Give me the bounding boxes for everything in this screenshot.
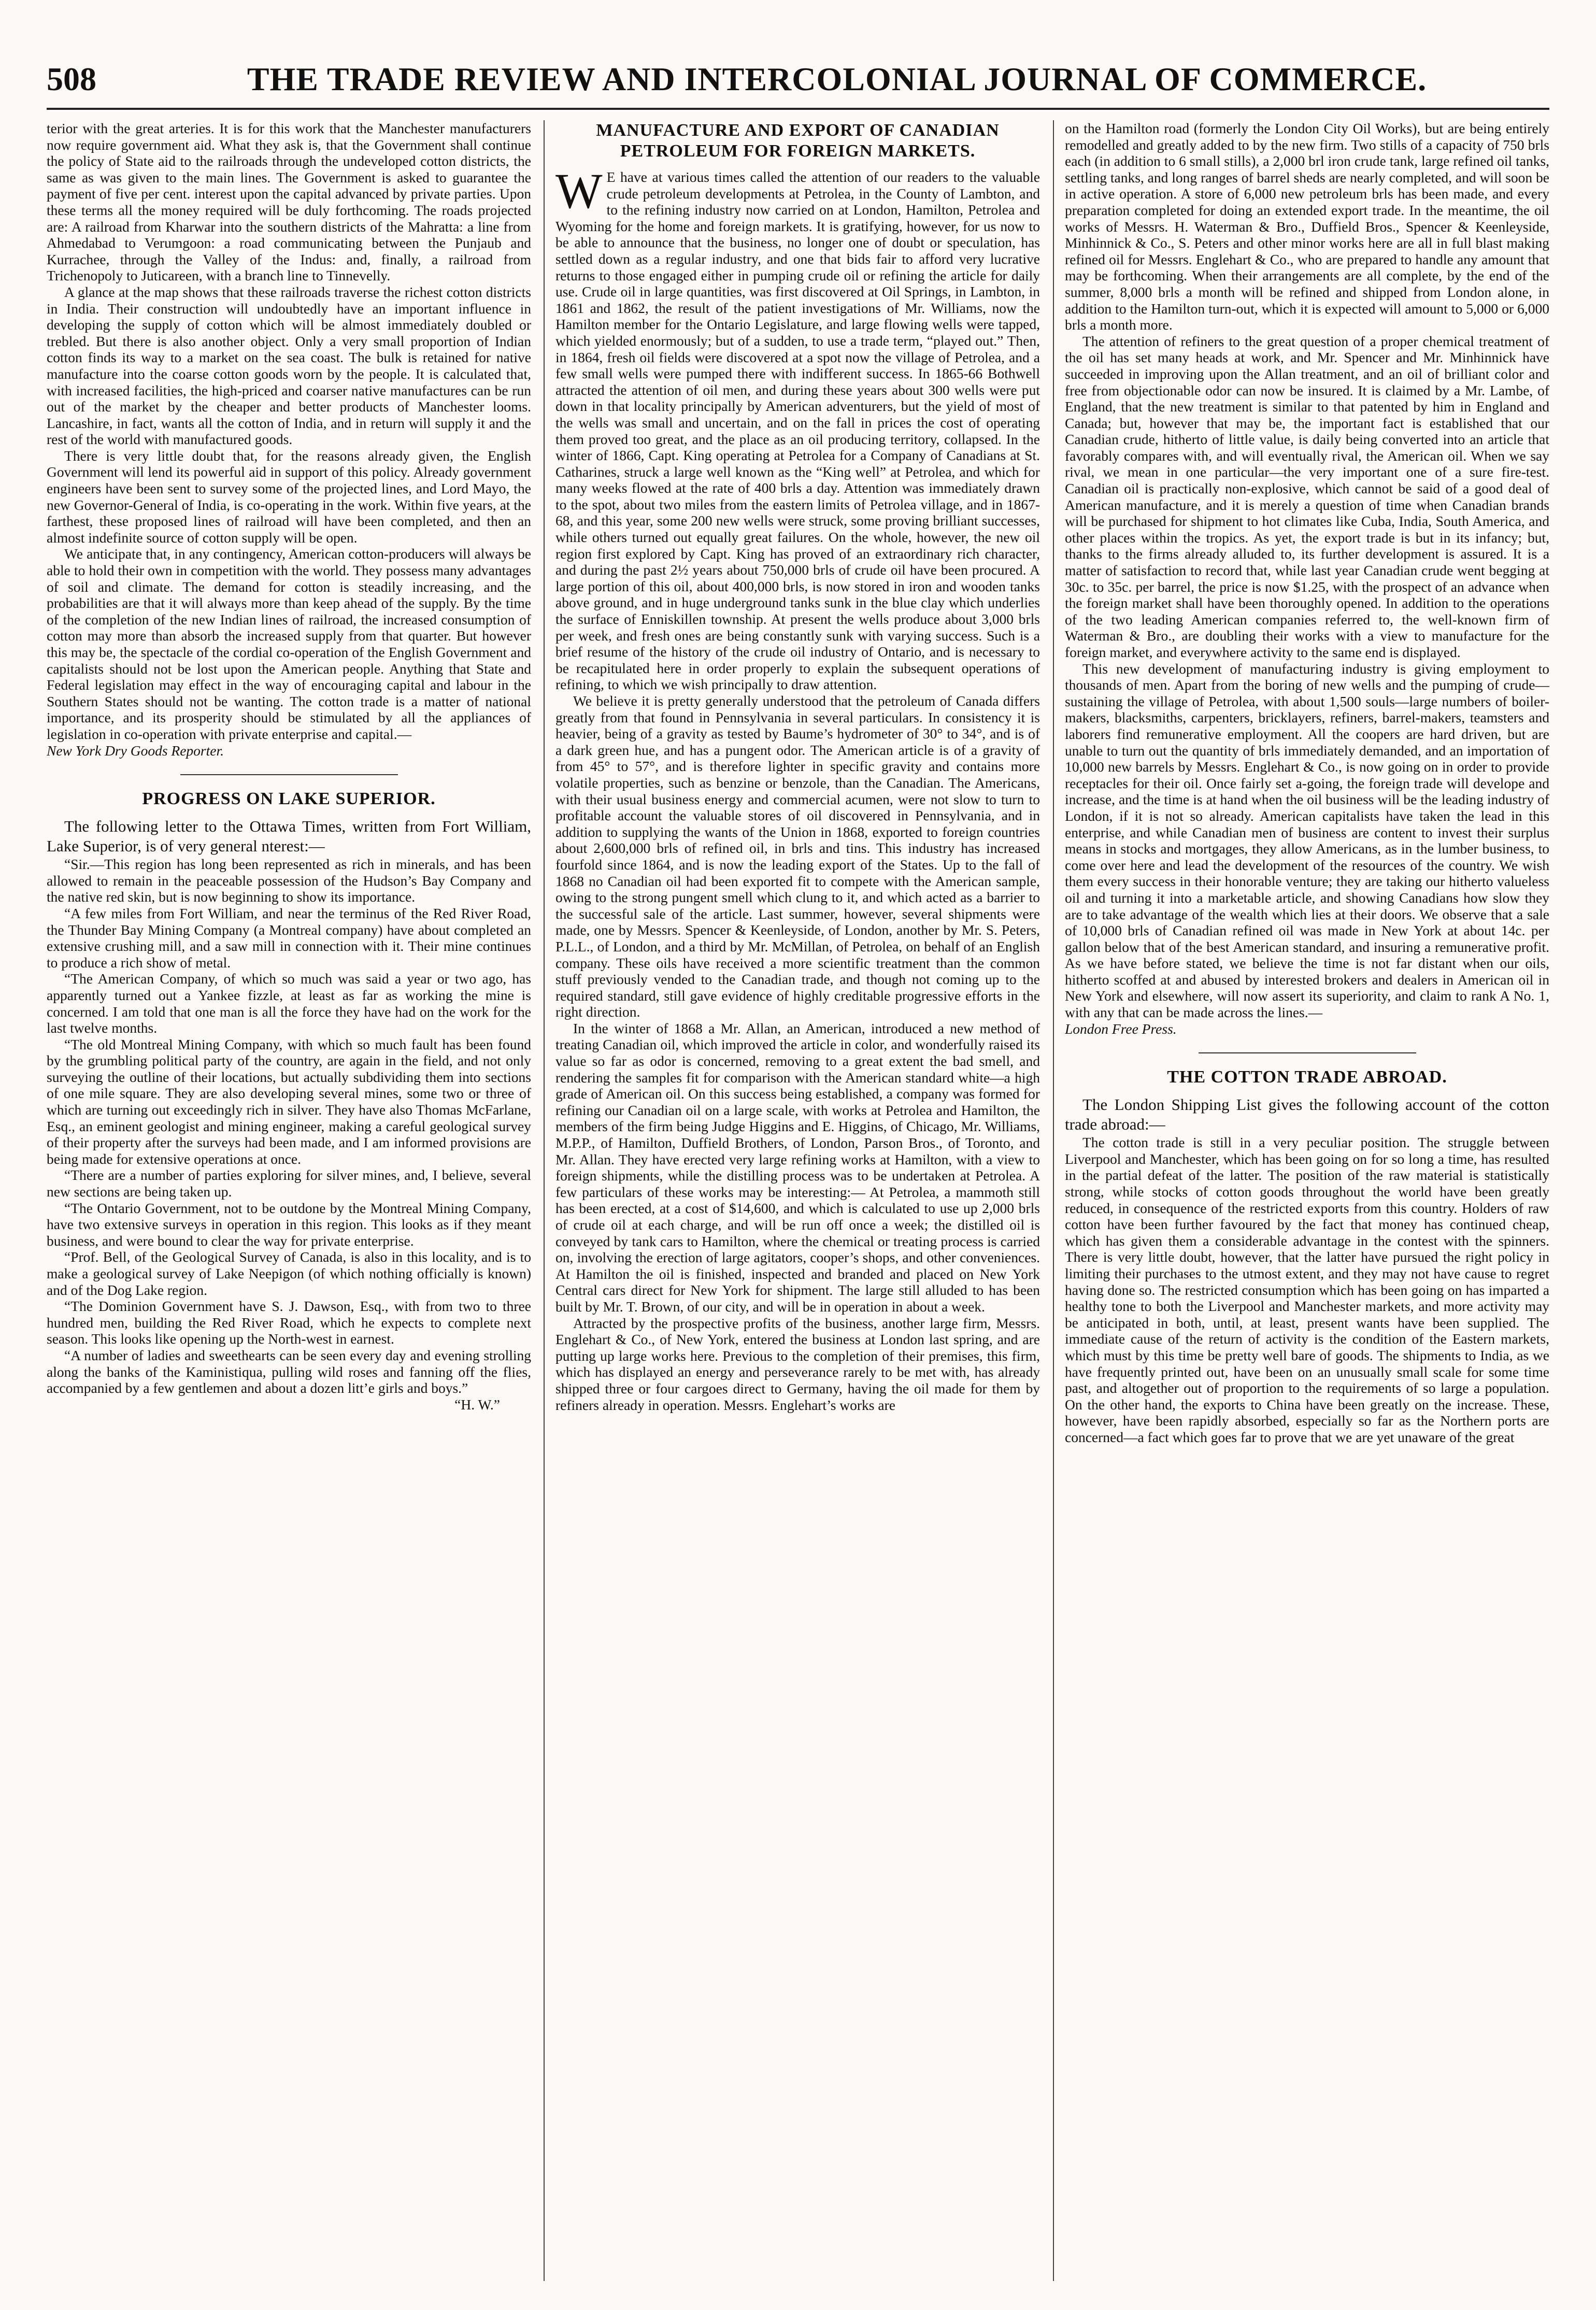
paragraph: “The Dominion Government have S. J. Dawson, Esq., with from two to three hundred men, building the Red River Road, which he expects to complete next season. This looks like opening up the North-west in earnest. xyxy=(47,1298,531,1347)
paragraph: In the winter of 1868 a Mr. Allan, an American, introduced a new method of treating Canadian oil, which improved the article in color, and wonderfully raised its value so far as odor is concerned, removing to a great extent the bad smell, and rendering the samples fit for comparison with the American standard white—a high grade of American oil. On this success being established, a company was formed for refining our Canadian oil on a large scale, with works at Petrolea and Hamilton, the members of the firm being Judge Higgins and E. Higgins, of Chicago, Mr. Williams, M.P.P., of Hamilton, Duffield Brothers, of London, Parson Bros., of Toronto, and Mr. Allan. They have erected very large refining works at Hamilton, with a view to foreign shipments, while the distilling process was to be undertaken at Petrolea. A few particulars of these works may be interesting:— At Petrolea, a mammoth still has been erected, at a cost of $14,600, and which is calculated to use up 2,000 brls of crude oil at each charge, and will be run off once a week; the distilled oil is conveyed by tank cars to Hamilton, where the chemical or treating process is carried on, involving the erection of large agitators, cooper’s shops, and other conveniences. At Hamilton the oil is finished, inspected and branded and placed on New York Central cars direct for New York for shipment. The large still alluded to has been built by Mr. T. Brown, of our city, and will be in operation in about a week. xyxy=(555,1020,1040,1315)
cotton-article-continuation xyxy=(47,120,531,759)
paragraph: “There are a number of parties exploring for silver mines, and, I believe, several new sections are being taken up. xyxy=(47,1167,531,1200)
running-title: THE TRADE REVIEW AND INTERCOLONIAL JOURNAL OF COMMERCE. xyxy=(247,61,1427,97)
cotton-trade-abroad-article xyxy=(1065,1067,1549,1445)
column-divider xyxy=(544,120,545,2281)
article-intro: The following letter to the Ottawa Times, written from Fort William, Lake Superior, is of very general nterest:— xyxy=(47,817,531,855)
paragraph: This new development of manufacturing industry is giving employment to thousands of men. Apart from the boring of new wells and the pumping of crude—sustaining the village of Petrolea, with about 1,500 souls—large numbers of boiler-makers, blacksmiths, carpenters, bricklayers, refiners, barrel-makers, teamsters and laborers find remunerative employment. All the coopers are hard driven, but are unable to turn out the quantity of brls immediately demanded, and an importation of 10,000 new barrels by Messrs. Englehart & Co., is now going on in order to provide receptacles for their oil. Once fairly set a-going, the foreign trade will develope and increase, and the time is at hand when the oil business will be the leading industry of London, if it is not so already. American capitalists have taken the lead in this enterprise, and while Canadian men of business are content to invest their surplus means in stocks and mortgages, they allow Americans, as in the lumber business, to come over here and lead the development of the resources of the country. We wish them every success in their honorable venture; they are taking our hitherto valueless oil and turning it into a marketable article, and showing Canadians how slow they are to take advantage of the wealth which lies at their doors. We observe that a sale of 10,000 brls of Canadian refined oil was made in New York at about 14c. per gallon below that of the best American standard, and insuring a remunerative profit. As we have before stated, we believe the time is not far distant when our oils, hitherto scoffed at and abused by interested brokers and dealers in American oil in New York and elsewhere, will now assert its superiority, and claim to rank A No. 1, with any that can be made across the lines.— xyxy=(1065,660,1549,1021)
article-title: PROGRESS ON LAKE SUPERIOR. xyxy=(142,789,436,809)
paragraph: “The old Montreal Mining Company, with which so much fault has been found by the grumbling political party of the country, are again in the field, and not only surveying the outline of their locations, but actually subdividing them into sections of one mile square. They are also developing several mines, some two or three of which are turning out exceedingly rich in silver. They have also Thomas McFarlane, Esq., an eminent geologist and mining engineer, making a careful geological survey of their property after the surveys had been made, and I am informed provisions are being made for extensive operations at once. xyxy=(47,1036,531,1167)
section-divider xyxy=(1199,1052,1416,1053)
paragraph: A glance at the map shows that these railroads traverse the richest cotton districts in India. Their construction will undoubtedly have an important influence in developing the supply of cotton which will be almost immediately doubled or trebled. But there is also another object. Only a very small proportion of Indian cotton finds its way to a market on the sea coast. The bulk is retained for native manufacture into the coarse cotton goods worn by the people. It is calculated that, with increased facilities, the high-priced and coarser native manufactures can be run out of the market by the cheaper and better products of Manchester looms. Lancashire, in fact, wants all the cotton of India, and in return will supply it and the rest of the world with manufactured goods. xyxy=(47,283,531,448)
paragraph-text: E have at various times called the attention of our readers to the valuable crude petroleum developments at Petrolea, in the County of Lambton, and to the refining industry now carried on at London, Hamilton, Petrolea and Wyoming for the home and foreign markets. It is gratifying, however, for us now to be able to announce that the business, no longer one of doubt or speculation, has settled down as a regular industry, and one that bids fair to afford very lucrative returns to those engaged either in pumping crude oil or refining the article for daily use. Crude oil in large quantities, was first discovered at Oil Springs, in Lambton, in 1861 and 1862, the result of the patient investigations of Mr. Williams, now the Hamilton member for the Ontario Legislature, and large flowing wells were tapped, which yielded enormously; but of a sudden, to use a trade term, “played out.” Then, in 1864, fresh oil fields were discovered at a spot now the village of Petrolea, and a few small wells were pumped there with indifferent success. In 1865-66 Bothwell attracted the attention of oil men, and during these years about 300 wells were put down in that locality principally by American adventurers, but the yield of most of the wells was small and uncertain, and on the fall in prices the cost of operating them proved too great, and the place as an oil producing territory, collapsed. In the winter of 1866, Capt. King operating at Petrolea for a Company of Canadians at St. Catharines, struck a large well known as the “King well” at Petrolea, and which for many weeks flowed at the rate of 400 brls a day. Attention was immediately drawn to the spot, about two miles from the eastern limits of Petrolea village, and in 1867-68, and this year, some 200 new wells were struck, some proving brilliant successes, while others turned out equally great failures. On the whole, however, the new oil region first explored by Capt. King has proved of an extraordinary rich character, and during the past 2½ years about 750,000 brls of crude oil have been procured. A large portion of this oil, about 400,000 brls, is now stored in iron and wooden tanks above ground, and in huge underground tanks sunk in the blue clay which underlies the surface of Enniskillen township. At present the wells produce about 3,000 brls per week, and fresh ones are being constantly sunk with varying success. Such is a brief resume of the history of the crude oil industry of Ontario, and is necessary to be recapitulated here in order properly to explain the subsequent operations of refining, to which we wish principally to draw attention. xyxy=(555,169,1040,693)
petroleum-article-continuation xyxy=(1065,120,1549,1037)
column-2 xyxy=(555,120,1040,2281)
article-source: London Free Press. xyxy=(1065,1020,1177,1037)
column-divider xyxy=(1053,120,1054,2281)
column-3 xyxy=(1065,120,1549,2281)
article-intro: The London Shipping List gives the following account of the cotton trade abroad:— xyxy=(1065,1095,1549,1134)
paragraph: “The American Company, of which so much was said a year or two ago, has apparently turned out a Yankee fizzle, at least as far as working the mine is concerned. I am told that one man is all the force they have had on the work for the last twelve months. xyxy=(47,971,531,1036)
article-source: New York Dry Goods Reporter. xyxy=(47,742,224,759)
paragraph xyxy=(555,163,1040,693)
paragraph: The cotton trade is still in a very peculiar position. The struggle between Liverpool and Manchester, which has been going on for so long a time, has resulted in the partial defeat of the latter. The position of the raw material is statistically strong, while stocks of cotton goods throughout the world have been greatly reduced, in consequence of the restricted exports from this country. Holders of raw cotton have been further favoured by the fact that money has continued cheap, which has given them a considerable advantage in the contest with the spinners. There is very little doubt, however, that the latter have pursued the right policy in limiting their purchases to the utmost extent, and they may not have cause to regret having done so. The restricted consumption which has been going on has imparted a healthy tone to both the Liverpool and Manchester markets, and more activity may be anticipated in both, until, at least, present wants have been supplied. The immediate cause of the return of activity is the condition of the Eastern markets, which must by this time be pretty well bare of goods. The shipments to India, as we have frequently printed out, have been on an unusually small scale for some time past, and altogether out of proportion to the requirements of so large a population. On the other hand, the exports to China have been greatly on the increase. These, however, have been rapidly absorbed, especially so far as the Northern ports are concerned—a fact which goes far to prove that we are yet unaware of the great xyxy=(1065,1134,1549,1445)
lake-superior-article xyxy=(47,789,531,1413)
paragraph: “A few miles from Fort William, and near the terminus of the Red River Road, the Thunder Bay Mining Company (a Montreal company) have about completed an extensive crushing mill, and a saw mill in connection with it. Their mine continues to produce a rich show of metal. xyxy=(47,905,531,971)
column-1 xyxy=(47,120,531,2281)
paragraph: “The Ontario Government, not to be outdone by the Montreal Mining Company, have two extensive surveys in operation in this region. This looks as if they meant business, and were bound to clear the way for private enterprise. xyxy=(47,1200,531,1249)
paragraph: “Sir.—This region has long been represented as rich in minerals, and has been allowed to remain in the peaceable possession of the Hudson’s Bay Company and the native red skin, but is now beginning to show its importance. xyxy=(47,856,531,905)
paragraph: on the Hamilton road (formerly the London City Oil Works), but are being entirely remodelled and greatly added to by the new firm. Two stills of a capacity of 750 brls each (in addition to 6 small stills), a 2,000 brl iron crude tank, large refined oil tanks, settling tanks, and long ranges of barrel sheds are nearly completed, and will soon be in active operation. A store of 6,000 new petroleum brls has been made, and every preparation completed for doing an extended export trade. In the meantime, the oil works of Messrs. H. Waterman & Bro., Duffield Bros., Spencer & Keenleyside, Minhinnick & Co., S. Peters and other minor works here are all in full blast making refined oil for Messrs. Englehart & Co., who are prepared to handle any amount that may be forthcoming. When their arrangements are all complete, by the end of the summer, 8,000 brls a month will be refined and shipped from London alone, in addition to the Hamilton turn-out, which it is expected will amount to 5,000 or 6,000 brls a month more. xyxy=(1065,120,1549,333)
paragraph: terior with the great arteries. It is for this work that the Manchester manufacturers now require government aid. What they ask is, that the Government shall continue the policy of State aid to the railroads through the undeveloped cotton districts, the same as was given to the main lines. The Government is asked to guarantee the payment of five per cent. interest upon the capital advanced by private parties. Upon these terms all the money required will be duly forthcoming. The roads projected are: A railroad from Kharwar into the southern districts of the Mahratta: a line from Ahmedabad to Verumgoon: a road communicating between the Punjaub and Kurrachee, through the Valley of the Indus: and, finally, a railroad from Trichenopoly to Juticareen, with a branch line to Tinnevelly. xyxy=(47,120,531,284)
page-number: 508 xyxy=(47,61,96,97)
paragraph: “Prof. Bell, of the Geological Survey of Canada, is also in this locality, and is to make a geological survey of Lake Neepigon (of which nothing officially is known) and of the Dog Lake region. xyxy=(47,1249,531,1298)
paragraph: Attracted by the prospective profits of the business, another large firm, Messrs. Englehart & Co., of New York, entered the business at London last spring, and are putting up large works here. Previous to the completion of their premises, this firm, which has displayed an energy and perseverance rarely to be met with, has already shipped three or four cargoes direct to Germany, having the oil made for them by refiners already in operation. Messrs. Englehart’s works are xyxy=(555,1315,1040,1413)
paragraph: The attention of refiners to the great question of a proper chemical treatment of the oil has set many heads at work, and Mr. Spencer and Mr. Minhinnick have succeeded in improving upon the Allan treatment, and an oil of brilliant color and free from objectionable odor can now be insured. It is claimed by a Mr. Lambe, of England, that the new treatment is similar to that patented by him in England and Canada; but, however that may be, the important fact is established that our Canadian crude, hitherto of little value, is daily being converted into an article that favorably compares with, and will eventually rival, the American oil. When we say rival, we mean in one particular—the very important one of a sure fire-test. Canadian oil is practically non-explosive, which cannot be said of a good deal of American manufacture, and it is merely a question of time when Canadian brands will be purchased for shipment to hot climates like Cuba, India, South America, and other places within the tropics. As yet, the export trade is but in its infancy; but, thanks to the firms already alluded to, its further development is assured. It is a matter of satisfaction to record that, while last year Canadian crude went begging at 30c. to 35c. per barrel, the price is now $1.25, with the prospect of an advance when the foreign market shall have been thoroughly opened. In addition to the operations of the two leading American companies referred to, the well-known firm of Waterman & Bro., are doubling their works with a view to manufacture for the foreign market, and everywhere activity to the same end is displayed. xyxy=(1065,333,1549,660)
petroleum-article xyxy=(555,120,1040,1413)
paragraph: We anticipate that, in any contingency, American cotton-producers will always be able to hold their own in competition with the world. They possess many advantages of soil and climate. The demand for cotton is steadily increasing, and the probabilities are that it will always more than keep ahead of the supply. By the time of the completion of the new Indian lines of railroad, the increased consumption of cotton may more than absorb the increased supply from that quarter. But however this may be, the spectacle of the cordial co-operation of the English Government and capitalists should not be lost upon the American people. Anything that State and Federal legislation may effect in the way of encouraging capital and labour in the Southern States should not be wanting. The cotton trade is a matter of national importance, and its prosperity should be stimulated by all the appliances of legislation in co-operation with private enterprise and capital.— xyxy=(47,546,531,742)
paragraph: There is very little doubt that, for the reasons already given, the English Government will lend its powerful aid in support of this policy. Already government engineers have been sent to survey some of the projected lines, and Lord Mayo, the new Governor-General of India, is co-operating in the work. Within five years, at the farthest, these proposed lines of railroad will have been completed, and then an almost indefinite source of cotton supply will be open. xyxy=(47,447,531,546)
article-title: THE COTTON TRADE ABROAD. xyxy=(1167,1067,1447,1087)
paragraph: We believe it is pretty generally understood that the petroleum of Canada differs greatly from that found in Pennsylvania in several particulars. In consistency it is heavier, being of a gravity as tested by Baume’s hydrometer of 30° to 34°, and is of a dark green hue, and has a pungent odor. The American article is of a gravity of from 45° to 57°, and is therefore lighter in specific gravity and contains more volatile properties, such as benzine or benzole, than the Canadian. The Americans, with their usual business energy and commercial acumen, were not slow to turn to profitable account the valuable stores of oil discovered in Pennsylvania, and in addition to supplying the wants of the Union in 1868, exported to foreign countries about 2,600,000 brls of refined oil, in brls and tins. This industry has increased fourfold since 1864, and is now the leading export of the States. Up to the fall of 1868 no Canadian oil had been exported fit to compete with the American sample, owing to the strong pungent smell which clung to it, and which acted as a barrier to the successful sale of the article. Last summer, however, several shipments were made, one by Messrs. Spencer & Keenleyside, of London, another by Mr. S. Peters, P.L.L., of London, and a third by Mr. McMillan, of Petrolea, on behalf of an English company. These oils have received a more scientific treatment than the common stuff previously vended to the Canadian trade, and though not coming up to the required standard, still gave evidence of highly creditable progressive efforts in the right direction. xyxy=(555,693,1040,1020)
article-signature: “H. W.” xyxy=(454,1396,500,1413)
drop-cap: W xyxy=(555,163,603,219)
section-divider xyxy=(180,774,398,775)
page-header xyxy=(47,61,1549,97)
header-rule xyxy=(47,108,1549,110)
paragraph: “A number of ladies and sweethearts can be seen every day and evening strolling along the banks of the Kaministiqua, pulling wild roses and fanning off the flies, accompanied by a few gentlemen and about a dozen litt’e girls and boys.” xyxy=(47,1347,531,1396)
article-title: MANUFACTURE AND EXPORT OF CANADIAN PETROLEUM FOR FOREIGN MARKETS. xyxy=(596,121,1000,161)
